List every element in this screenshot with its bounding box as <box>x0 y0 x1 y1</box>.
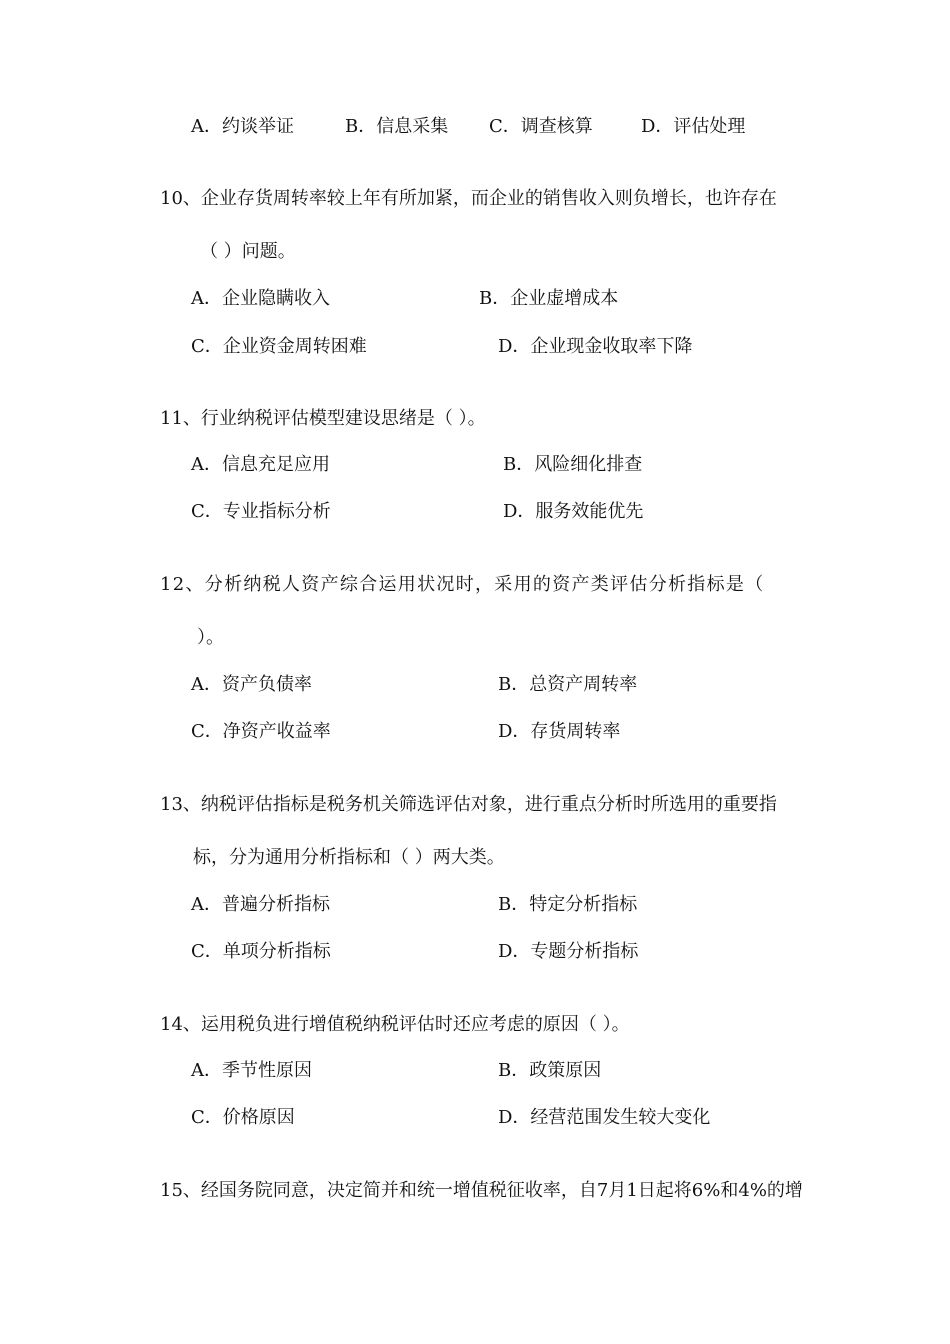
q12-stem-line2: ）。 <box>197 627 224 648</box>
q9-option-a: A．约谈举证 <box>191 116 294 137</box>
q14-option-b: B．政策原因 <box>498 1060 602 1081</box>
q13-stem-line1: 13、纳税评估指标是税务机关筛选评估对象，进行重点分析时所选用的重要指 <box>160 794 777 815</box>
q13-option-a: A．普遍分析指标 <box>191 894 330 915</box>
q12-option-a: A．资产负债率 <box>191 674 312 695</box>
q12-option-b: B．总资产周转率 <box>498 674 638 695</box>
q13-option-b: B．特定分析指标 <box>498 894 638 915</box>
q9-option-b: B．信息采集 <box>345 116 449 137</box>
q11-stem-line1: 11、行业纳税评估模型建设思绪是（ ）。 <box>160 408 486 429</box>
q14-stem-line1: 14、运用税负进行增值税纳税评估时还应考虑的原因（ ）。 <box>160 1014 630 1035</box>
q13-option-d: D．专题分析指标 <box>498 941 639 962</box>
q9-option-d: D．评估处理 <box>641 116 746 137</box>
q14-option-a: A．季节性原因 <box>191 1060 312 1081</box>
q10-option-c: C．企业资金周转困难 <box>191 336 367 357</box>
q11-option-b: B．风险细化排查 <box>503 454 643 475</box>
q14-option-c: C．价格原因 <box>191 1107 295 1128</box>
q11-option-d: D．服务效能优先 <box>503 501 644 522</box>
q10-stem-line1: 10、企业存货周转率较上年有所加紧，而企业的销售收入则负增长，也许存在 <box>160 188 777 209</box>
q15-stem-line1: 15、经国务院同意，决定简并和统一增值税征收率，自7月1日起将6%和4%的增 <box>160 1180 803 1201</box>
q10-option-b: B．企业虚增成本 <box>479 288 619 309</box>
q10-option-d: D．企业现金收取率下降 <box>498 336 693 357</box>
q9-option-c: C．调查核算 <box>489 116 593 137</box>
q11-option-c: C．专业指标分析 <box>191 501 331 522</box>
q13-stem-line2: 标，分为通用分析指标和（ ）两大类。 <box>193 847 505 868</box>
q11-option-a: A．信息充足应用 <box>191 454 330 475</box>
q12-stem-line1: 12、分析纳税人资产综合运用状况时，采用的资产类评估分析指标是（ <box>160 574 765 595</box>
q14-option-d: D．经营范围发生较大变化 <box>498 1107 711 1128</box>
q10-option-a: A．企业隐瞒收入 <box>191 288 330 309</box>
q10-stem-line2: （ ）问题。 <box>200 241 296 262</box>
q13-option-c: C．单项分析指标 <box>191 941 331 962</box>
q12-option-c: C．净资产收益率 <box>191 721 331 742</box>
q12-option-d: D．存货周转率 <box>498 721 621 742</box>
